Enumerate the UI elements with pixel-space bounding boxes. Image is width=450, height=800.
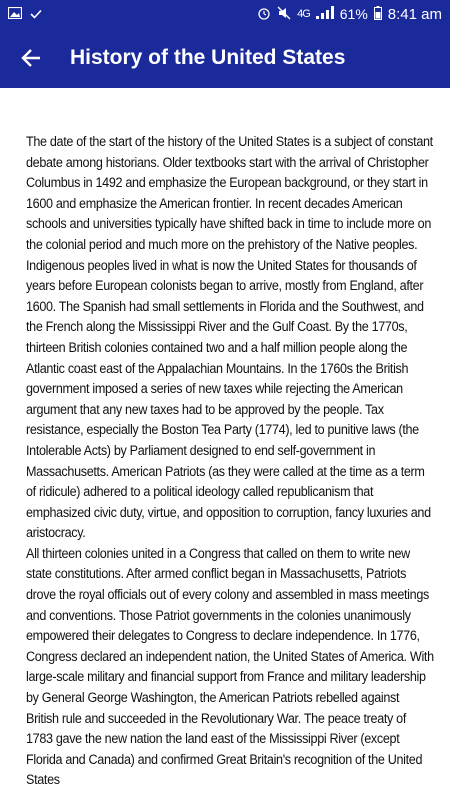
network-type: 4G <box>297 8 310 20</box>
article-paragraph-1: The date of the start of the history of the United States is a subject of constant debate among historians. Older textbooks start with the arrival of Christopher Columbus in 1492 and emphasize the European background, or they start in 1600 and emphasize the American frontier. In recent decades American schools and universities typically have shifted back in time to include more on the colonial period and much more on the prehistory of the Native peoples. <box>26 134 433 252</box>
page-title: History of the United States <box>70 46 346 69</box>
article-paragraph-3: All thirteen colonies united in a Congress that called on them to write new state constitutions. After armed conflict began in Massachusetts, Patriots drove the royal officials out of every colony and assembled in mass meetings and conventions. Those Patriot governments in the colonies unanimously empowered their delegates to Congress to declare independence. In 1776, Congress declared an independent nation, the United States of America. With large-scale military and financial support from France and military leadership by General George Washington, the American Patriots rebelled against British rule and succeeded in the Revolutionary War. The peace treaty of 1783 gave the new nation the land east of the Mississippi River (except Florida and Canada) and confirmed Great Britain's recognition of the United States <box>26 545 434 788</box>
article-text <box>26 132 435 791</box>
battery-level: 61% <box>339 6 368 22</box>
signal-icon <box>316 6 334 22</box>
battery-icon <box>374 6 382 23</box>
status-bar <box>0 0 450 28</box>
article-paragraph-2: Indigenous peoples lived in what is now the United States for thousands of years before European colonists began to arrive, mostly from England, after 1600. The Spanish had small settlements in Florida and the Southwest, and the French along the Mississippi River and the Gulf Coast. By the 1770s, thirteen British colonies contained two and a half million people along the Atlantic coast east of the Appalachian Mountains. In the 1760s the British government imposed a series of new taxes while rejecting the American argument that any new taxes had to be approved by the people. Tax resistance, especially the Boston Tea Party (1774), led to punitive laws (the Intolerable Acts) by Parliament designed to end self-government in Massachusetts. American Patriots (as they were called at the time as a term of ridicule) adhered to a political ideology called republicanism that emphasized civic duty, virtue, and opposition to corruption, fancy luxuries and aristocracy. <box>26 257 431 541</box>
app-bar <box>0 28 450 88</box>
back-button[interactable] <box>17 44 45 72</box>
mute-icon <box>277 6 291 23</box>
arrow-back-icon <box>21 48 41 68</box>
alarm-icon <box>257 6 271 23</box>
check-icon <box>30 6 42 22</box>
clock: 8:41 am <box>387 5 442 23</box>
image-icon <box>8 6 22 22</box>
article-content[interactable] <box>0 88 450 800</box>
status-left <box>8 6 42 22</box>
status-right <box>257 6 442 23</box>
